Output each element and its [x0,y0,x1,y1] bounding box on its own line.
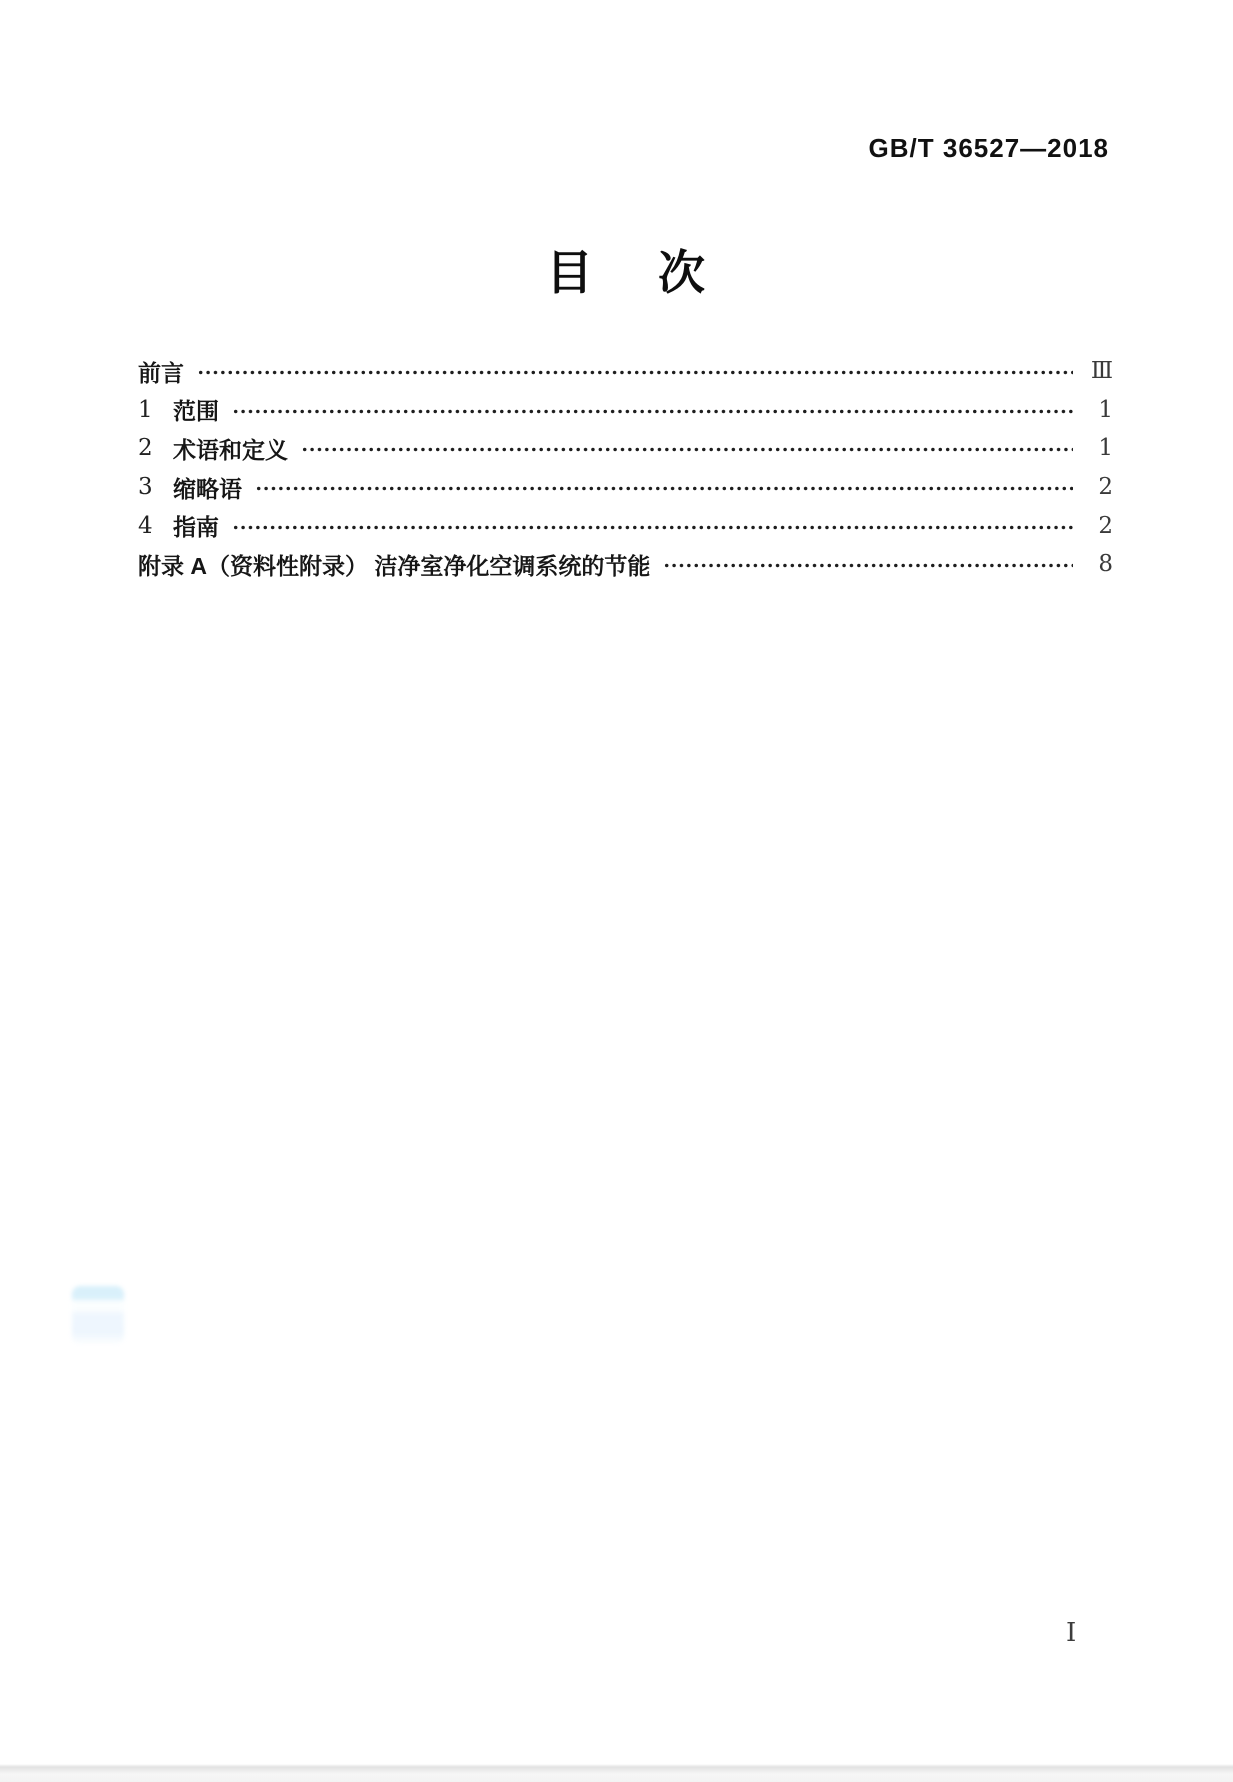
toc-entry-page: Ⅲ [1090,358,1113,385]
toc-entry-label: 附录 A（资料性附录） 洁净室净化空调系统的节能 [138,552,651,579]
dot-leader [255,468,1073,507]
toc-entry [138,429,1113,468]
toc-entry [138,506,1113,545]
toc-entry-number: 4 [138,512,153,539]
dot-leader [197,352,1073,391]
toc-entry [138,352,1113,391]
toc-entry-page: 1 [1098,396,1113,423]
toc-entry-page: 8 [1098,551,1113,578]
dot-leader [663,545,1073,584]
toc-entry-label: 术语和定义 [173,436,288,463]
page-title: 目 次 [545,246,706,299]
toc-entry-label: 前言 [138,359,184,386]
toc-entry-appendix [138,545,1113,584]
toc-entry [138,468,1113,507]
dot-leader [301,429,1073,468]
standard-code: GB/T 36527—2018 [868,133,1109,163]
table-of-contents [138,352,1113,584]
toc-entry-number: 2 [138,435,153,462]
scan-edge-artifact [0,1762,1233,1782]
dot-leader [232,391,1073,430]
footer-page-number: I [1066,1618,1077,1648]
toc-entry-page: 1 [1098,435,1113,462]
toc-entry-page: 2 [1098,512,1113,539]
toc-entry-label: 范围 [173,398,219,425]
toc-entry-number: 3 [138,474,153,501]
toc-entry-label: 指南 [173,514,219,541]
scan-stain-watermark [72,1286,124,1344]
toc-entry-number: 1 [138,396,153,423]
dot-leader [232,506,1073,545]
toc-entry-label: 缩略语 [173,475,242,502]
toc-entry [138,391,1113,430]
toc-entry-page: 2 [1098,474,1113,501]
